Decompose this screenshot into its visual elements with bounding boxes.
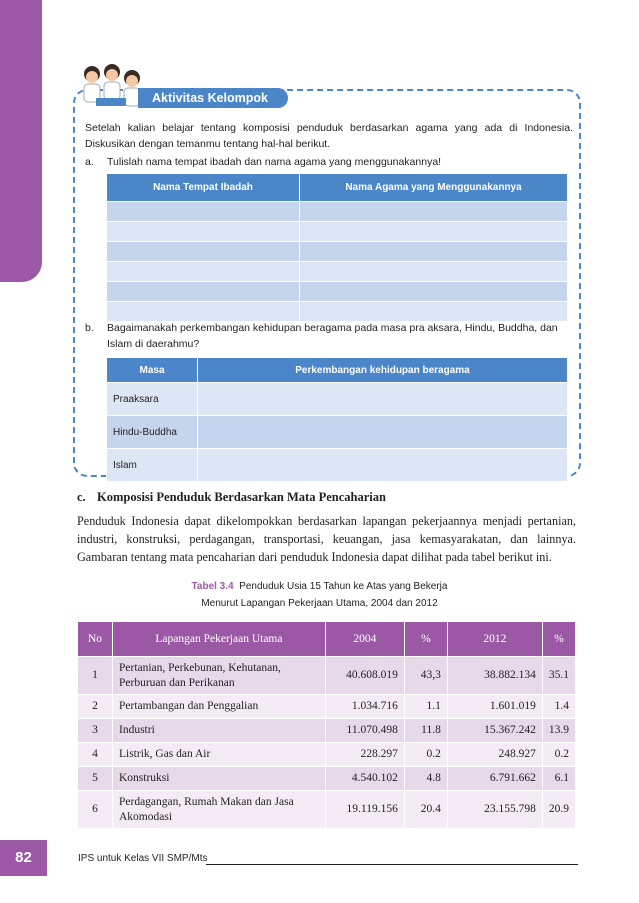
book-title: IPS untuk Kelas VII SMP/Mts (78, 853, 208, 864)
cell-pct-2012: 0.2 (542, 743, 575, 767)
col-header-pct-2012: % (542, 622, 575, 657)
table-row (78, 719, 576, 743)
question-b-line1: Bagaimanakah perkembangan kehidupan beragama pada masa pra aksara, Hindu, Buddha, dan (107, 322, 558, 334)
cell-pct-2012: 35.1 (542, 657, 575, 695)
cell-no: 5 (78, 767, 113, 791)
answer-cell[interactable] (107, 222, 300, 242)
answer-cell[interactable] (300, 242, 568, 262)
answer-cell[interactable] (107, 302, 300, 322)
worship-table-header-place: Nama Tempat Ibadah (107, 174, 300, 202)
cell-2012: 23.155.798 (447, 791, 542, 829)
table-row (78, 791, 576, 829)
footer-divider (206, 864, 578, 865)
answer-cell[interactable] (198, 416, 568, 449)
table-row (107, 242, 568, 262)
cell-no: 4 (78, 743, 113, 767)
table-row (107, 202, 568, 222)
cell-2004: 19.119.156 (325, 791, 404, 829)
cell-no: 1 (78, 657, 113, 695)
religion-development-table (106, 357, 568, 482)
question-a-label: a. (85, 156, 94, 168)
cell-pct-2012: 6.1 (542, 767, 575, 791)
page-edge-tab (0, 0, 42, 282)
answer-cell[interactable] (300, 202, 568, 222)
activity-title: Aktivitas Kelompok (138, 88, 288, 108)
worship-table-header-religion: Nama Agama yang Menggunakannya (300, 174, 568, 202)
col-header-2004: 2004 (325, 622, 404, 657)
table-caption (0, 581, 639, 592)
answer-cell[interactable] (300, 262, 568, 282)
table-row (107, 282, 568, 302)
cell-pct-2004: 43,3 (404, 657, 447, 695)
table-row (78, 767, 576, 791)
cell-field: Pertambangan dan Penggalian (112, 695, 325, 719)
table-row (78, 695, 576, 719)
table-caption-line1: Penduduk Usia 15 Tahun ke Atas yang Bekerja (239, 581, 448, 592)
answer-cell[interactable] (107, 262, 300, 282)
table-row (78, 657, 576, 695)
cell-2012: 6.791.662 (447, 767, 542, 791)
table-caption-tag: Tabel 3.4 (191, 581, 234, 592)
era-cell: Praaksara (107, 383, 198, 416)
col-header-no: No (78, 622, 113, 657)
table-row (107, 416, 568, 449)
cell-pct-2004: 0.2 (404, 743, 447, 767)
section-label: c. (77, 490, 86, 504)
table-row (78, 743, 576, 767)
section-body: Penduduk Indonesia dapat dikelompokkan berdasarkan lapangan pekerjaannya menjadi pertanian, industri, konstruksi, perdagangan, transportasi, keuangan, jasa kemasyarakatan, dan lainnya. Gambaran tentang mata pencaharian dari penduduk Indonesia dapat dilihat pada tabel berikut ini. (77, 514, 576, 564)
col-header-field: Lapangan Pekerjaan Utama (112, 622, 325, 657)
table-row (107, 222, 568, 242)
cell-no: 6 (78, 791, 113, 829)
cell-field: Pertanian, Perkebunan, Kehutanan, Perburuan dan Perikanan (112, 657, 325, 695)
cell-no: 3 (78, 719, 113, 743)
table-row (107, 302, 568, 322)
cell-2012: 15.367.242 (447, 719, 542, 743)
cell-2004: 11.070.498 (325, 719, 404, 743)
cell-2012: 38.882.134 (447, 657, 542, 695)
question-b-label: b. (85, 322, 94, 334)
cell-pct-2012: 13.9 (542, 719, 575, 743)
worship-table (106, 173, 568, 322)
employment-table (77, 621, 576, 829)
answer-cell[interactable] (198, 449, 568, 482)
question-b (85, 320, 573, 354)
cell-pct-2004: 11.8 (404, 719, 447, 743)
cell-no: 2 (78, 695, 113, 719)
era-cell: Hindu-Buddha (107, 416, 198, 449)
cell-2012: 1.601.019 (447, 695, 542, 719)
table-row (107, 449, 568, 482)
col-header-pct-2004: % (404, 622, 447, 657)
answer-cell[interactable] (300, 222, 568, 242)
question-b-line2: Islam di daerahmu? (107, 338, 200, 350)
cell-pct-2004: 1.1 (404, 695, 447, 719)
cell-pct-2004: 4.8 (404, 767, 447, 791)
answer-cell[interactable] (107, 202, 300, 222)
table-caption-line2: Menurut Lapangan Pekerjaan Utama, 2004 dan 2012 (201, 598, 438, 609)
cell-field: Konstruksi (112, 767, 325, 791)
answer-cell[interactable] (300, 302, 568, 322)
section-heading (77, 490, 386, 505)
answer-cell[interactable] (107, 242, 300, 262)
cell-field: Industri (112, 719, 325, 743)
table-row (107, 383, 568, 416)
col-header-2012: 2012 (447, 622, 542, 657)
cell-pct-2012: 20.9 (542, 791, 575, 829)
section-title: Komposisi Penduduk Berdasarkan Mata Pencaharian (97, 490, 386, 504)
table-row (107, 262, 568, 282)
cell-2004: 1.034.716 (325, 695, 404, 719)
development-table-header-development: Perkembangan kehidupan beragama (198, 358, 568, 383)
page-number: 82 (0, 840, 47, 876)
cell-pct-2004: 20.4 (404, 791, 447, 829)
cell-2004: 40.608.019 (325, 657, 404, 695)
era-cell: Islam (107, 449, 198, 482)
cell-pct-2012: 1.4 (542, 695, 575, 719)
development-table-header-era: Masa (107, 358, 198, 383)
cell-field: Perdagangan, Rumah Makan dan Jasa Akomodasi (112, 791, 325, 829)
activity-intro: Setelah kalian belajar tentang komposisi penduduk berdasarkan agama yang ada di Indonesia. Diskusikan dengan temanmu tentang hal-hal berikut. (85, 122, 573, 150)
cell-2004: 228.297 (325, 743, 404, 767)
cell-2012: 248.927 (447, 743, 542, 767)
answer-cell[interactable] (107, 282, 300, 302)
cell-field: Listrik, Gas dan Air (112, 743, 325, 767)
cell-2004: 4.540.102 (325, 767, 404, 791)
question-a-text: Tulislah nama tempat ibadah dan nama agama yang menggunakannya! (107, 156, 442, 168)
answer-cell[interactable] (300, 282, 568, 302)
answer-cell[interactable] (198, 383, 568, 416)
